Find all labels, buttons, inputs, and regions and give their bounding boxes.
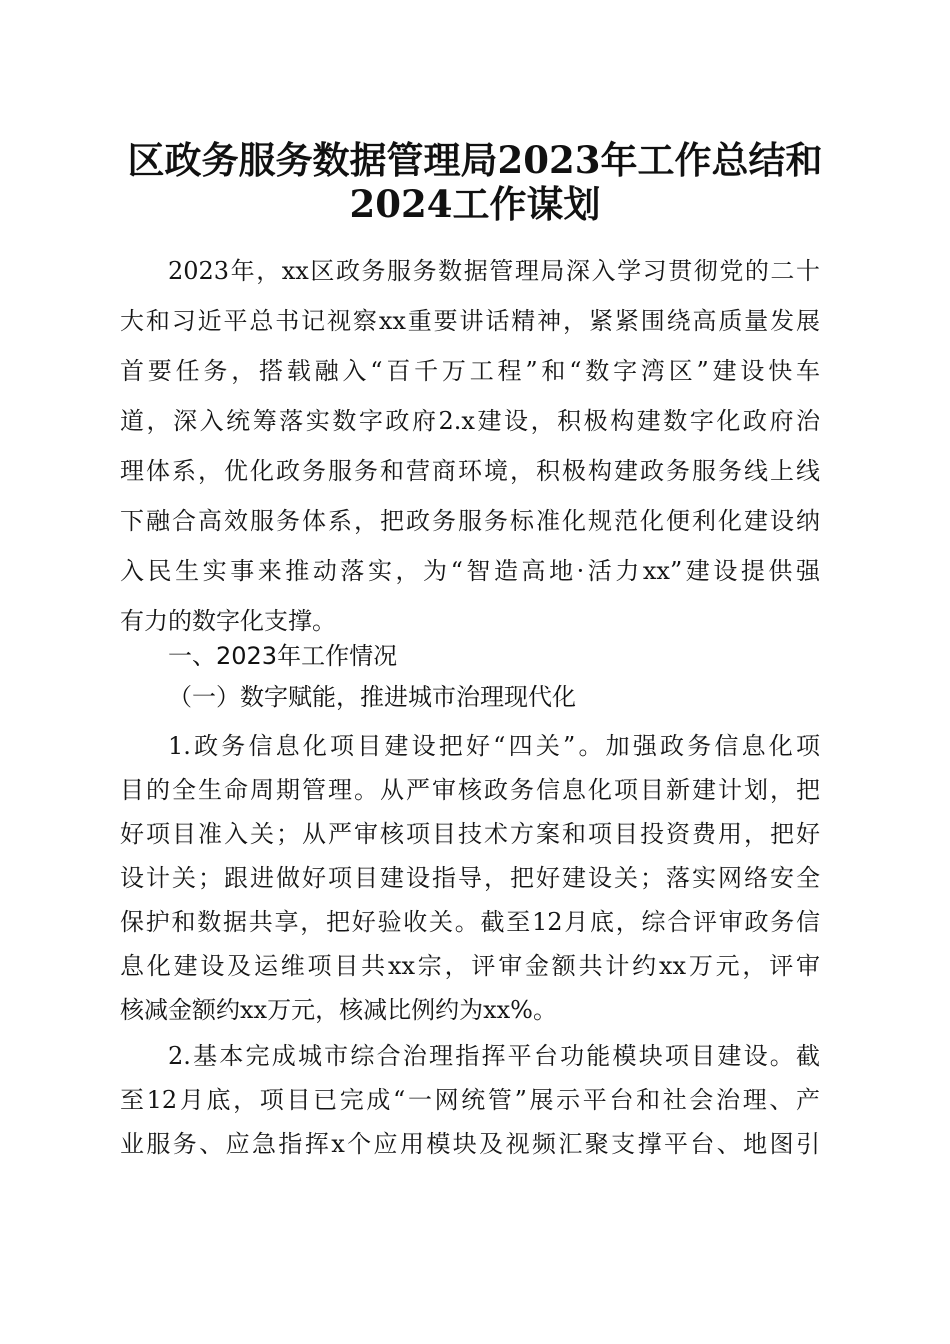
document-title-line-1: 区政务服务数据管理局2023年工作总结和	[127, 138, 823, 182]
item1-line: 核减金额约xx万元，核减比例约为xx%。	[120, 996, 557, 1024]
item1-line: 息化建设及运维项目共xx宗，评审金额共计约xx万元，评审	[120, 952, 820, 980]
intro-line: 道，深入统筹落实数字政府2.x建设，积极构建数字化政府治	[120, 407, 820, 435]
item2-line: 2.基本完成城市综合治理指挥平台功能模块项目建设。截	[168, 1042, 820, 1070]
intro-line: 2023年，xx区政务服务数据管理局深入学习贯彻党的二十	[168, 257, 820, 285]
document-title-line-2: 2024工作谋划	[349, 182, 601, 226]
item2-line: 业服务、应急指挥x个应用模块及视频汇聚支撑平台、地图引	[120, 1130, 820, 1158]
item1-line: 目的全生命周期管理。从严审核政务信息化项目新建计划，把	[120, 776, 820, 804]
section-heading: 一、2023年工作情况	[168, 642, 398, 670]
item1-line: 好项目准入关；从严审核项目技术方案和项目投资费用，把好	[120, 820, 820, 848]
item2-line: 至12月底，项目已完成“一网统管”展示平台和社会治理、产	[120, 1086, 820, 1114]
intro-line: 下融合高效服务体系，把政务服务标准化规范化便利化建设纳	[120, 507, 820, 535]
item1-line: 1.政务信息化项目建设把好“四关”。加强政务信息化项	[168, 732, 820, 760]
item1-line: 保护和数据共享，把好验收关。截至12月底，综合评审政务信	[120, 908, 820, 936]
intro-line: 大和习近平总书记视察xx重要讲话精神，紧紧围绕高质量发展	[120, 307, 820, 335]
intro-line: 有力的数字化支撑。	[120, 607, 336, 635]
item1-line: 设计关；跟进做好项目建设指导，把好建设关；落实网络安全	[120, 864, 820, 892]
intro-line: 入民生实事来推动落实，为“智造高地·活力xx”建设提供强	[120, 557, 820, 585]
subsection-heading: （一）数字赋能，推进城市治理现代化	[168, 683, 576, 711]
intro-line: 理体系，优化政务服务和营商环境，积极构建政务服务线上线	[120, 457, 820, 485]
intro-line: 首要任务，搭载融入“百千万工程”和“数字湾区”建设快车	[120, 357, 820, 385]
